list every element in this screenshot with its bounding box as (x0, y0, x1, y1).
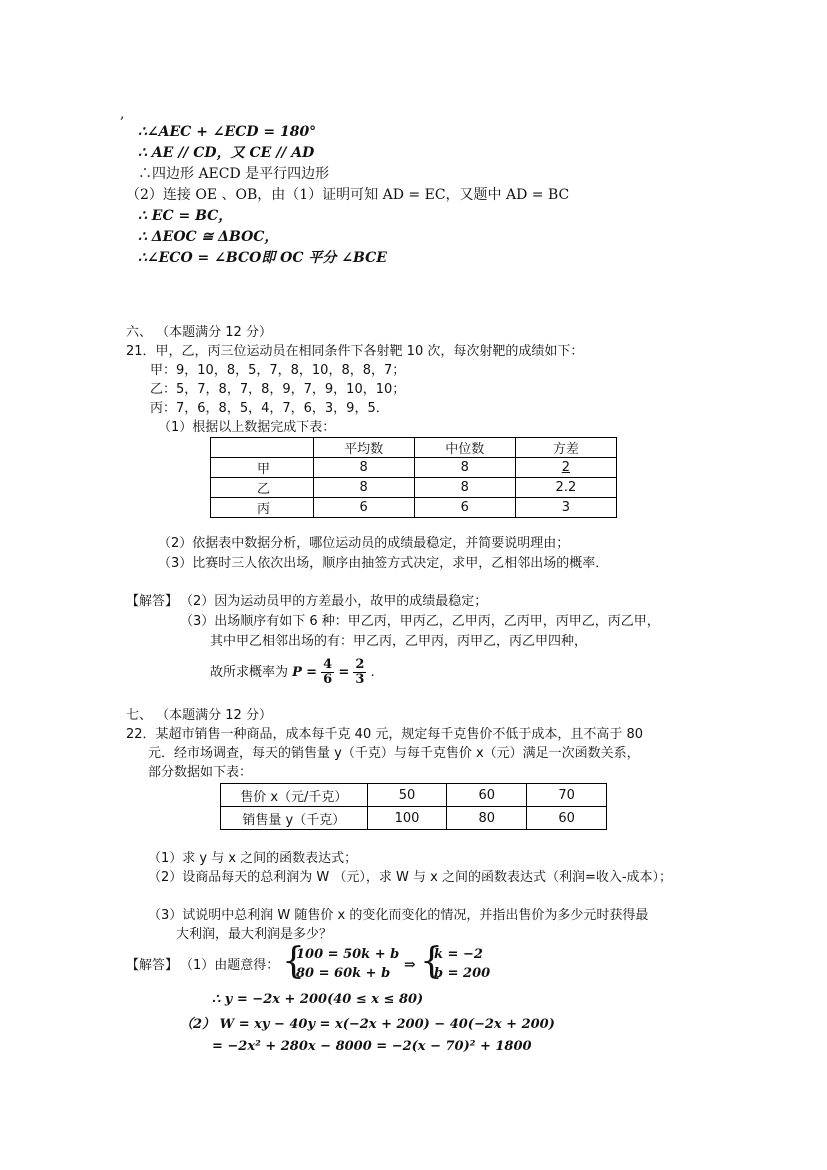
q21-table-header (211, 438, 314, 458)
period: . (370, 665, 375, 680)
left-brace-2: { (420, 941, 443, 982)
q21-table-cell: 6 (313, 498, 414, 518)
implies-arrow: ⇒ (404, 957, 416, 973)
section-6-heading: 六、 （本题满分 12 分） (126, 325, 272, 340)
fraction-numerator: 4 (323, 657, 333, 672)
q21-answer-2: （2）因为运动员甲的方差最小，故甲的成绩最稳定； (180, 594, 488, 609)
q22-table-cell: 100 (367, 807, 447, 830)
q21-jia-scores: 甲：9，10，8，5，7，8，10，8，8，7； (150, 363, 406, 378)
q21-table-cell: 8 (414, 478, 515, 498)
fraction-numerator: 2 (355, 657, 365, 672)
q21-table-cell: 8 (313, 458, 414, 478)
q21-part3: （3）比赛时三人依次出场，顺序由抽签方式决定，求甲，乙相邻出场的概率． (158, 556, 609, 571)
q22-part3a: （3）试说明中总利润 W 随售价 x 的变化而变化的情况，并指出售价为多少元时获得最 (148, 908, 649, 923)
q21-answer-3c (210, 657, 375, 689)
section-7-heading: 七、 （本题满分 12 分） (126, 708, 272, 723)
fraction-denominator: 3 (355, 672, 365, 687)
system-eq-2a: k = −2 (434, 947, 483, 962)
q21-table-cell: 2.2 (515, 478, 616, 498)
q21-part2: （2）依据表中数据分析，哪位运动员的成绩最稳定，并简要说明理由； (158, 536, 570, 551)
system-eq-1a: 100 = 50k + b (296, 947, 400, 962)
q22-answer-1-pre: （1）由题意得： (180, 958, 280, 973)
fraction-2-3 (353, 658, 366, 687)
q21-table-header: 平均数 (313, 438, 414, 458)
q22-line-1: 22．某超市销售一种商品，成本每千克 40 元，规定每千克售价不低于成本，且不高于 80 (126, 727, 644, 742)
q21-table (210, 437, 617, 518)
q21-answer-3a: （3）出场顺序有如下 6 种：甲乙丙，甲丙乙，乙甲丙，乙丙甲，丙甲乙，丙乙甲， (180, 614, 660, 629)
q21-table-cell: 3 (515, 498, 616, 518)
q22-line-3: 部分数据如下表： (148, 765, 253, 780)
q21-table-cell: 乙 (211, 478, 314, 498)
q22-table-cell: 60 (527, 807, 607, 830)
q22-table-cell: 70 (527, 784, 607, 807)
q21-table-cell: 丙 (211, 498, 314, 518)
q22-table (220, 783, 607, 830)
proof-line-6: ∴ ΔEOC ≅ ΔBOC， (138, 229, 279, 245)
system-eq-2b: b = 200 (434, 966, 491, 981)
q21-table-cell: 6 (414, 498, 515, 518)
system-eq-1b: 80 = 60k + b (296, 966, 391, 981)
q22-part3b: 大利润，最大利润是多少？ (176, 927, 333, 942)
proof-line-5: ∴ EC = BC， (138, 208, 233, 224)
q22-line-2: 元．经市场调查，每天的销售量 y（千克）与每千克售价 x（元）满足一次函数关系， (148, 746, 640, 761)
q22-answer-1-result: ∴ y = −2x + 200(40 ≤ x ≤ 80) (212, 992, 424, 1007)
q22-table-cell: 60 (447, 784, 527, 807)
q21-part1: （1）根据以上数据完成下表： (158, 420, 336, 435)
q21-table-cell: 8 (414, 458, 515, 478)
q21-table-cell: 2 (561, 460, 571, 475)
q22-answer-label: 【解答】 (126, 958, 179, 973)
equals-sign: = (338, 665, 350, 680)
proof-line-1: ∴∠AEC + ∠ECD = 180° (138, 124, 317, 140)
q21-yi-scores: 乙：5，7，8，7，8，9，7，9，10，10； (150, 382, 406, 397)
q22-answer-2b: = −2x² + 280x − 8000 = −2(x − 70)² + 1800 (212, 1039, 532, 1054)
q22-part2: （2）设商品每天的总利润为 W （元），求 W 与 x 之间的函数表达式（利润=收入-成本）； (148, 870, 673, 885)
left-brace-1: { (282, 941, 305, 982)
probability-symbol: P (292, 665, 302, 680)
stray-comma: , (120, 106, 125, 122)
q22-table-label: 售价 x（元/千克） (221, 784, 368, 807)
q21-answer-3b: 其中甲乙相邻出场的有：甲乙丙，乙甲丙，丙甲乙，丙乙甲四种， (210, 634, 588, 649)
proof-line-3: ∴四边形 AECD 是平行四边形 (138, 166, 330, 182)
equals-sign: = (306, 665, 317, 680)
q21-table-cell: 甲 (211, 458, 314, 478)
q21-table-header: 方差 (515, 438, 616, 458)
proof-line-4: （2）连接 OE 、OB，由（1）证明可知 AD = EC，又题中 AD = BC (126, 187, 570, 203)
fraction-4-6 (321, 658, 334, 687)
q22-table-cell: 50 (367, 784, 447, 807)
proof-line-7: ∴∠ECO = ∠BCO即 OC 平分 ∠BCE (138, 250, 387, 266)
q22-part1: （1）求 y 与 x 之间的函数表达式； (148, 851, 358, 866)
q22-answer-2a: （2） W = xy − 40y = x(−2x + 200) − 40(−2x + 200) (180, 1017, 555, 1032)
q21-intro: 21．甲，乙，丙三位运动员在相同条件下各射靶 10 次，每次射靶的成绩如下： (126, 344, 584, 359)
q21-table-header: 中位数 (414, 438, 515, 458)
q22-table-label: 销售量 y（千克） (221, 807, 368, 830)
q22-table-cell: 80 (447, 807, 527, 830)
q21-answer-label: 【解答】 (126, 594, 179, 609)
q21-bing-scores: 丙：7，6，8，5，4，7，6，3，9，5． (150, 401, 389, 416)
q21-answer-3c-text: 故所求概率为 (210, 665, 289, 680)
proof-line-2: ∴ AE // CD，又 CE // AD (138, 145, 315, 161)
q21-table-cell: 8 (313, 478, 414, 498)
fraction-denominator: 6 (323, 672, 333, 687)
